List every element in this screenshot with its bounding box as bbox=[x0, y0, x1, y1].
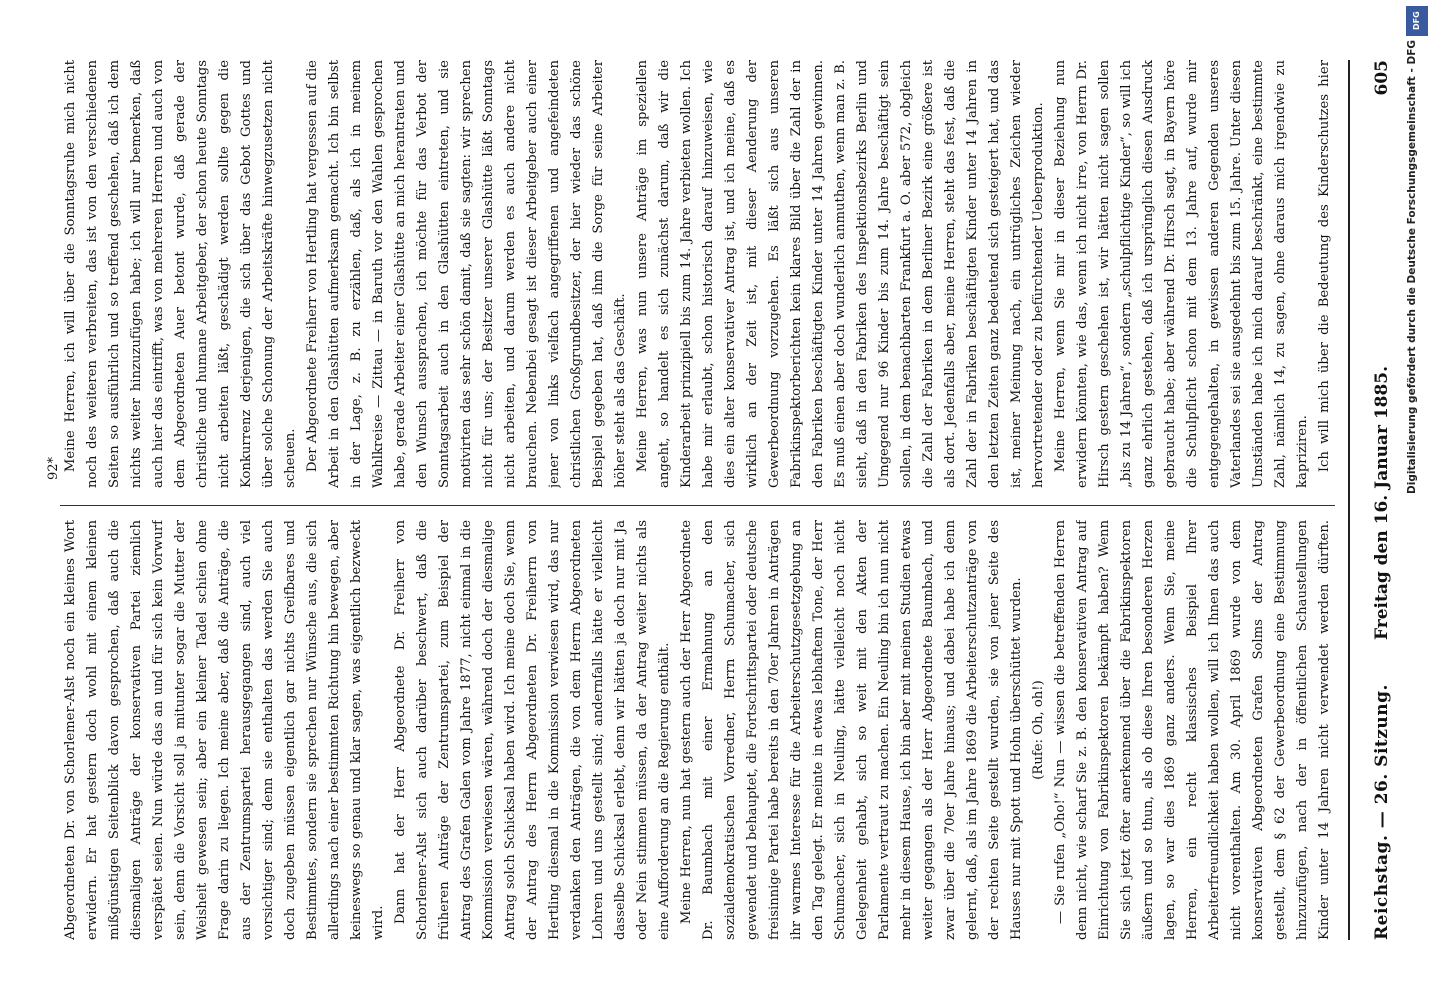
paragraph: Meine Herren, was nun unsere Anträge im speziellen angeht, so handelt es sich zunächst darum, daß wir die Kinderarbeit prinzipiell bis zum 14. Jahre verbieten wollen. Ich habe mir erlaubt, schon historisch darauf hinzuweisen, wie dies ein alter konservativer Antrag ist, und ich meine, daß es wirklich an der Zeit ist, mit dieser Aenderung der Gewerbeordnung vorzugehen. Es läßt sich aus unseren Fabrikinspektorberichten kein klares Bild über die Zahl der in den Fabriken beschäftigten Kinder unter 14 Jahren gewinnen. Es muß einen aber doch wunderlich anmuthen, wenn man z. B. sieht, daß in den Fabriken des Inspektionsbezirks Berlin und Umgegend nur 96 Kinder bis zum 14. Jahre beschäftigt sein sollen, in dem benachbarten Frankfurt a. O. aber 572, obgleich die Zahl der Fabriken in dem Berliner Bezirk eine größere ist als dort. Jedenfalls aber, meine Herren, steht das fest, daß die Zahl der in Fabriken beschäftigten Kinder unter 14 Jahren in den letzten Zeiten ganz bedeutend sich gesteigert hat, und das ist, meiner Meinung nach, ein untrügliches Zeichen wieder hervortretender oder zu befürchtender Ueberproduktion. bbox=[635, 60, 1046, 488]
header-left: Reichstag. — 26. Sitzung. bbox=[1372, 684, 1392, 940]
interjection: (Rufe: Oh, oh!) bbox=[1031, 680, 1046, 780]
paragraph: Der Abgeordnete Freiherr von Hertling hat vergessen auf die Arbeit in den Glashütten aufmerksam gemacht. Ich bin selbst in der Lage, z. B. zu erzählen, daß, als ich in meinem Wahlkreise — Zittau — in Baruth vor den Wahlen gesprochen habe, gerade Arbeiter einer Glashütte an mich herantraten und den Wunsch aussprachen, ich möchte für das Verbot der Sonntagsarbeit auch in den Glashütten eintreten, und sie motivirten das sehr schön damit, daß sie sagten: wir sprechen nicht für uns; der Besitzer unserer Glashütte läßt Sonntags nicht arbeiten, und darum werden es auch andere nicht brauchen. Nebenbei gesagt ist dieser Arbeitgeber auch einer jener von links vielfach angegriffenen und angefeindeten christlichen Großgrundbesitzer, der hier wieder das schöne Beispiel gegeben hat, daß ihm die Sorge für seine Arbeiter höher steht als das Geschäft. bbox=[305, 60, 628, 488]
text-column-right bbox=[60, 60, 1335, 488]
paragraph: Abgeordneten Dr. von Schorlemer-Alst noch ein kleines Wort erwidern. Er hat gestern doch wohl mit einem kleinen mißgünstigen Seitenblick davon gesprochen, daß auch die diesmaligen Anträge der konservativen Partei ziemlich verspätet seien. Nun würde das an und für sich kein Vorwurf sein, denn die Vorsicht soll ja mitunter sogar die Mutter der Weisheit gewesen sein; aber ein kleiner Tadel schien ohne Frage darin zu liegen. Ich meine aber, daß die Anträge, die aus der Zentrumspartei herausgegangen sind, auch viel vorsichtiger sind; denn sie enthalten das werden Sie auch doch zugeben müssen eigentlich gar nichts Greifbares und Bestimmtes, sondern sie sprechen nur Wünsche aus, die sich allerdings nach einer bestimmten Richtung hin bewegen, aber keineswegs so genau und klar sagen, was eigentlich bezweckt wird. bbox=[63, 520, 386, 940]
paragraph: Ich will mich über die Bedeutung des Kinderschutzes hier bbox=[1317, 60, 1332, 473]
column-divider bbox=[60, 505, 1335, 506]
text-column-left bbox=[60, 520, 1335, 940]
header-date: Freitag den 16. Januar 1885. bbox=[1372, 365, 1392, 640]
side-credit bbox=[1400, 0, 1432, 1000]
paragraph: Meine Herren, wenn Sie mir in dieser Beziehung nun erwidern könnten, wie das, wenn ich nicht irre, von Herrn Dr. Hirsch gestern geschehen ist, wir hätten nicht sagen sollen „bis zu 14 Jahren“, sondern „schulpflichtige Kinder“, so will ich ganz ehrlich gestehen, daß ich ursprünglich diesen Ausdruck gebraucht habe; aber während Dr. Hirsch sagt, in Bayern höre die Schulpflicht schon mit dem 13. Jahre auf, wurde mir entgegengehalten, in gewissen anderen Gegenden unseres Vaterlandes sei sie ausgedehnt bis zum 15. Jahre. Unter diesen Umständen habe ich mich darauf beschränkt, eine bestimmte Zahl, nämlich 14, zu sagen, ohne daraus mich irgendwie zu kapriziren. bbox=[1053, 60, 1310, 488]
paragraph: Meine Herren, nun hat gestern auch der Herr Abgeordnete Dr. Baumbach mit einer Ermahnung an den sozialdemokratischen Vorredner, Herrn Schumacher, sich gewendet und behauptet, die Fortschrittspartei oder deutsche freisinnige Partei habe bereits in den 70er Jahren in Anträgen ihr warmes Interesse für die Arbeiterschutzgesetzgebung an den Tag gelegt. Er meinte in etwas lebhaftem Tone, der Herr Schumacher, sich in Neuling, hätte vielleicht noch nicht Gelegenheit gehabt, sich so weit mit den Akten der Parlamente vertraut zu machen. Ein Neuling bin ich nun nicht mehr in diesem Hause, ich bin aber mit meinen Studien etwas weiter gegangen als der Herr Abgeordnete Baumbach, und zwar über die 70er Jahre hinaus; und dabei habe ich denn gelernt, daß, als im Jahre 1869 die Arbeiterschutzanträge von der rechten Seite gestellt wurden, sie von jener Seite des Hauses nur mit Spott und Hohn überschüttet wurden. bbox=[679, 520, 1024, 940]
credit-text: Digitalisierung gefördert durch die Deutsche Forschungsgemeinschaft - DFG bbox=[1406, 40, 1418, 494]
paragraph: Dann hat der Herr Abgeordnete Dr. Freiherr von Schorlemer-Alst sich auch darüber beschwert, daß die früheren Anträge der Zentrumspartei, zum Beispiel der Antrag des Grafen Galen vom Jahre 1877, nicht einmal in die Kommission verwiesen wären, während doch der diesmalige Antrag solch Schicksal haben wird. Ich meine doch Sie, wenn der Antrag des Herrn Abgeordneten Dr. Freiherrn von Hertling diesmal in die Kommission verwiesen wird, das nur verdanken den Anträgen, die von dem Herrn Abgeordneten Lohren und uns gestellt sind; andernfalls hätte er vielleicht dasselbe Schicksal erlebt, denn wir hätten ja doch nur mit Ja oder Nein stimmen müssen, da der Antrag weiter nichts als eine Aufforderung an die Regierung enthält. bbox=[393, 520, 672, 940]
paragraph: — Sie rufen „Oho!“ Nun — wissen die betreffenden Herren denn nicht, wie scharf Sie z. B. den konservativen Antrag auf Einrichtung von Fabrikinspektoren bekämpft haben? Wenn Sie sich jetzt öfter anerkennend über die Fabrikinspektoren äußern und so thun, als ob diese Ihren besonderen Herzen lagen, so war dies 1869 ganz anders. Wenn Sie, meine Herren, ein recht klassisches Beispiel Ihrer Arbeiterfreundlichkeit haben wollen, will ich Ihnen das auch nicht vorenthalten. Am 30. April 1869 wurde von dem konservativen Abgeordneten Grafen Solms der Antrag gestellt, dem § 62 der Gewerbeordnung eine Bestimmung hinzuzufügen, nach der in öffentlichen Schaustellungen Kinder unter 14 Jahren nicht verwendet werden dürften. bbox=[1053, 520, 1332, 940]
signature-mark: 92* bbox=[46, 456, 61, 480]
page-header bbox=[1362, 60, 1402, 940]
page-number: 605 bbox=[1372, 60, 1392, 96]
dfg-logo-icon: DFG bbox=[1406, 6, 1428, 36]
header-rule bbox=[1348, 60, 1350, 940]
paragraph: Meine Herren, ich will über die Sonntagsruhe mich nicht noch des weiteren verbreiten, das ist von den verschiedenen Seiten so ausführlich und so treffend geschehen, daß ich dem nichts weiter hinzuzufügen habe; ich will nur bemerken, daß auch hier das eintrifft, was von mehreren Herren und auch von dem Abgeordneten Auer betont wurde, daß gerade der christliche und humane Arbeitgeber, der schon heute Sonntags nicht arbeiten läßt, geschädigt werden sollte gegen die Konkurrenz derjenigen, die sich über das Gebot Gottes und über solche Schonung der Arbeitskräfte hinwegzusetzen nicht scheuen. bbox=[63, 60, 298, 488]
